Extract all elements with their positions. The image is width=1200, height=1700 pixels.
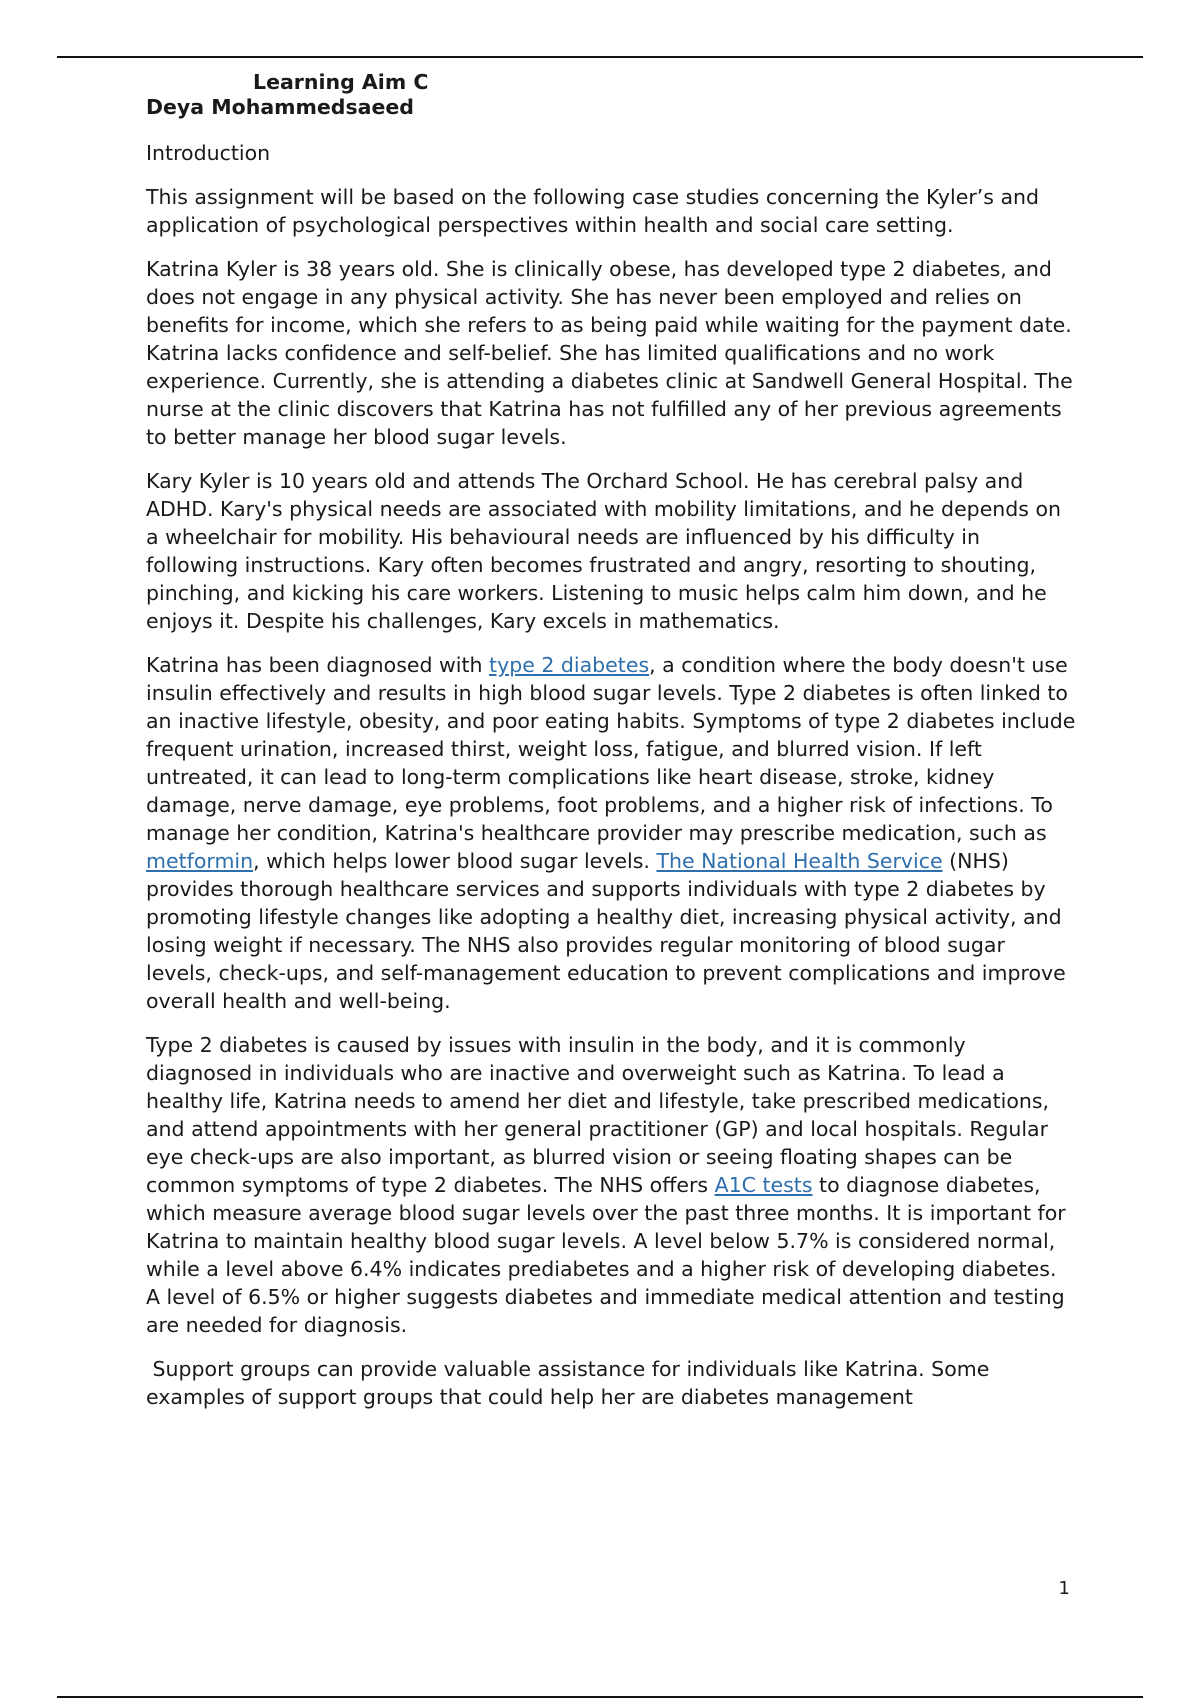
document-title: Learning Aim C bbox=[253, 70, 429, 94]
document-body bbox=[146, 68, 1076, 1427]
link-metformin[interactable]: metformin bbox=[146, 849, 254, 873]
link-type-2-diabetes[interactable]: type 2 diabetes bbox=[489, 653, 650, 677]
document-author: Deya Mohammedsaeed bbox=[146, 95, 414, 119]
text-run: (NHS) provides thorough healthcare services and supports individuals with type 2 diabetes by promoting lifestyle changes like adopting a healthy diet, increasing physical activity, and losing weight if necessary. The NHS also provides regular monitoring of blood sugar levels, check-ups, and self-management education to prevent complications and improve overall health and well-being. bbox=[146, 849, 1066, 1013]
text-run: , a condition where the body doesn't use insulin effectively and results in high blood sugar levels. Type 2 diabetes is often linked to an inactive lifestyle, obesity, and poor eating habits. Symptoms of type 2 diabetes include frequent urination, increased thirst, weight loss, fatigue, and blurred vision. If left untreated, it can lead to long-term complications like heart disease, stroke, kidney damage, nerve damage, eye problems, foot problems, and a higher risk of infections. To manage her condition, Katrina's healthcare provider may prescribe medication, such as bbox=[146, 653, 1076, 845]
text-run: Katrina has been diagnosed with bbox=[146, 653, 490, 677]
link-national-health-service[interactable]: The National Health Service bbox=[656, 849, 943, 873]
text-run: , which helps lower blood sugar levels. bbox=[253, 849, 657, 873]
link-a1c-tests[interactable]: A1C tests bbox=[714, 1173, 813, 1197]
paragraph-intro: This assignment will be based on the following case studies concerning the Kyler’s and application of psychological perspectives within health and social care setting. bbox=[146, 185, 1040, 237]
page-number: 1 bbox=[1058, 1578, 1070, 1599]
header-rule bbox=[57, 56, 1143, 58]
paragraph-katrina-case: Katrina Kyler is 38 years old. She is clinically obese, has developed type 2 diabetes, and does not engage in any physical activity. She has never been employed and relies on benefits for income, which she refers to as being paid while waiting for the payment date. Katrina lacks confidence and self-belief. She has limited qualifications and no work experience. Currently, she is attending a diabetes clinic at Sandwell General Hospital. The nurse at the clinic discovers that Katrina has not fulfilled any of her previous agreements to better manage her blood sugar levels. bbox=[146, 257, 1073, 449]
paragraph-type2-diabetes bbox=[146, 651, 1076, 1015]
paragraph-kary-case: Kary Kyler is 10 years old and attends The Orchard School. He has cerebral palsy and ADHD. Kary's physical needs are associated with mobility limitations, and he depends on a wheelchair for mobility. His behavioural needs are influenced by his difficulty in following instructions. Kary often becomes frustrated and angry, resorting to shouting, pinching, and kicking his care workers. Listening to music helps calm him down, and he enjoys it. Despite his challenges, Kary excels in mathematics. bbox=[146, 469, 1062, 633]
text-run: to diagnose diabetes, which measure average blood sugar levels over the past three months. It is important for Katrina to maintain healthy blood sugar levels. A level below 5.7% is considered normal, while a level above 6.4% indicates prediabetes and a higher risk of developing diabetes. A level of 6.5% or higher suggests diabetes and immediate medical attention and testing are needed for diagnosis. bbox=[146, 1173, 1066, 1337]
text-run: Type 2 diabetes is caused by issues with insulin in the body, and it is commonly diagnosed in individuals who are inactive and overweight such as Katrina. To lead a healthy life, Katrina needs to amend her diet and lifestyle, take prescribed medications, and attend appointments with her general practitioner (GP) and local hospitals. Regular eye check-ups are also important, as blurred vision or seeing floating shapes can be common symptoms of type 2 diabetes. The NHS offers bbox=[146, 1033, 1050, 1197]
section-heading-introduction: Introduction bbox=[146, 141, 271, 165]
paragraph-support-groups: Support groups can provide valuable assistance for individuals like Katrina. Some examples of support groups that could help her are diabetes management bbox=[146, 1357, 996, 1409]
paragraph-insulin-causes bbox=[146, 1031, 1076, 1339]
footer-rule bbox=[57, 1696, 1143, 1698]
